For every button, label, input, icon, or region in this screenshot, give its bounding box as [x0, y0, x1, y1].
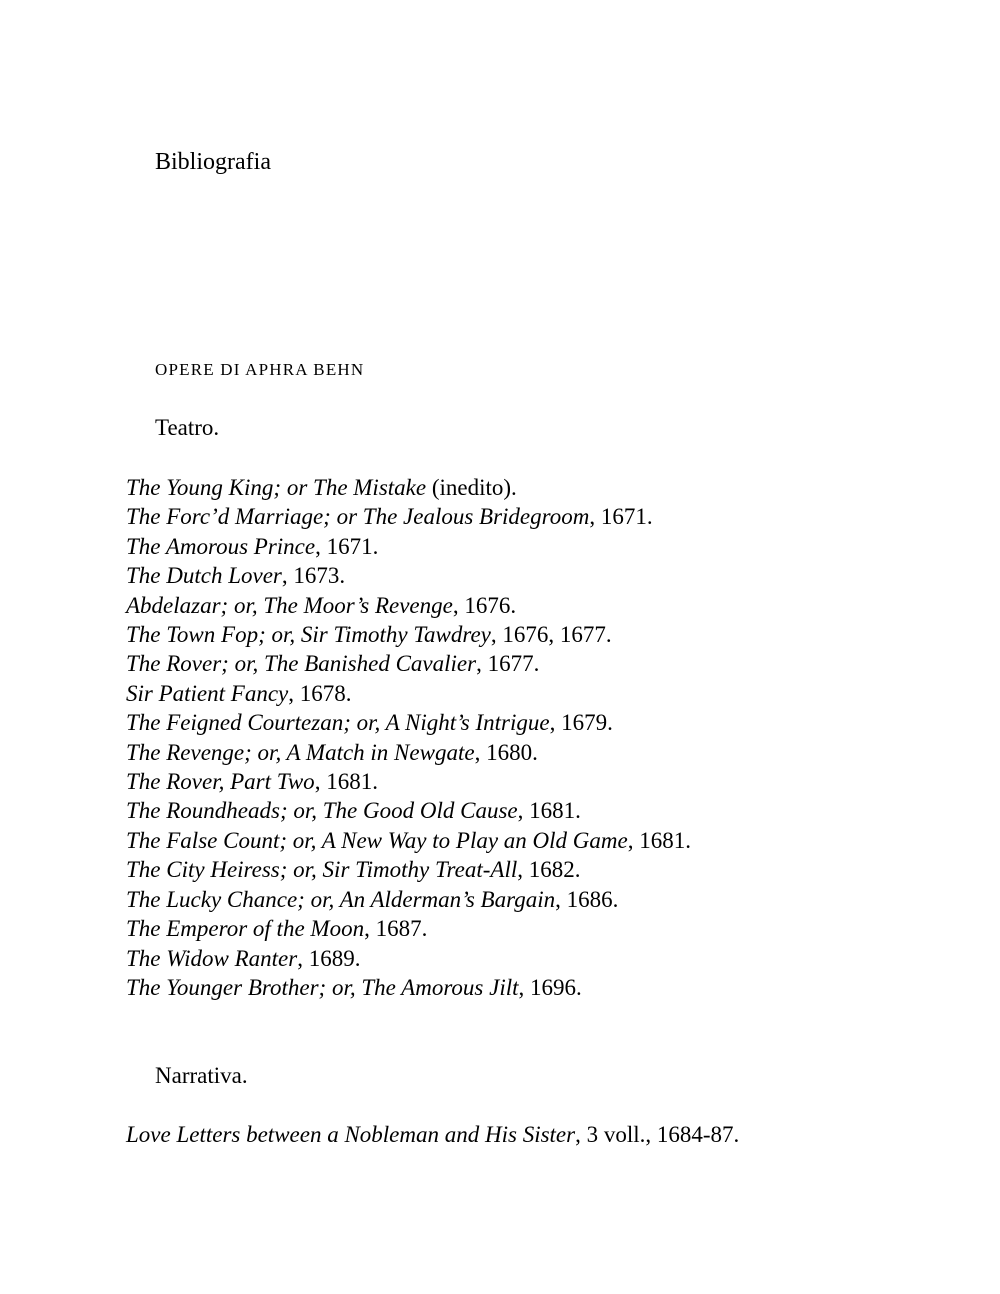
entry-detail: , 1677.	[476, 651, 540, 677]
entry-detail: , 1671.	[315, 533, 379, 559]
chapter-title: Bibliografia	[155, 149, 271, 175]
entry-title: Abdelazar; or, The Moor’s Revenge	[126, 592, 453, 618]
entry-title: The Rover, Part Two	[126, 769, 315, 795]
bibliography-entry	[126, 738, 691, 767]
entry-title: The Younger Brother; or, The Amorous Jilt	[126, 974, 519, 1000]
entry-title: The Rover; or, The Banished Cavalier	[126, 651, 477, 677]
entry-title: Sir Patient Fancy	[126, 680, 289, 706]
teatro-entry-list	[126, 473, 691, 1002]
subheading-narrativa: Narrativa.	[155, 1063, 248, 1088]
bibliography-entry	[126, 796, 691, 825]
bibliography-entry	[126, 649, 691, 678]
entry-detail: , 1680.	[474, 739, 538, 765]
entry-title: The Dutch Lover	[126, 563, 282, 589]
entry-detail: , 1678.	[288, 680, 352, 706]
entry-detail: , 1681.	[627, 827, 691, 853]
entry-detail: , 1673.	[281, 563, 346, 589]
entry-detail: , 1671.	[589, 504, 653, 530]
entry-title: The False Count; or, A New Way to Play an Old Game	[126, 827, 628, 853]
entry-title: The Young King; or The Mistake	[126, 475, 427, 500]
bibliography-entry	[126, 708, 691, 737]
entry-title: The Amorous Prince	[126, 533, 316, 559]
entry-title: The Town Fop; or, Sir Timothy Tawdrey	[126, 622, 491, 648]
bibliography-entry	[126, 473, 691, 502]
bibliography-entry	[126, 826, 691, 855]
entry-detail: , 1687.	[364, 916, 428, 942]
bibliography-entry	[126, 855, 691, 884]
entry-detail: , 3 voll., 1684-87.	[575, 1122, 740, 1147]
entry-detail: , 1686.	[555, 886, 619, 912]
entry-title: The Widow Ranter	[126, 945, 298, 971]
section-heading: OPERE DI APHRA BEHN	[155, 360, 365, 379]
entry-detail: , 1676.	[452, 592, 517, 618]
entry-title: The Emperor of the Moon	[126, 916, 365, 942]
bibliography-entry	[126, 973, 691, 1002]
entry-title: The Feigned Courtezan; or, A Night’s Intrigue	[126, 710, 550, 736]
bibliography-entry	[126, 914, 691, 943]
entry-detail: , 1681.	[314, 769, 378, 795]
bibliography-entry	[126, 679, 691, 708]
bibliography-entry	[126, 502, 691, 531]
bibliography-entry	[126, 1120, 739, 1149]
bibliography-entry	[126, 561, 691, 590]
bibliography-entry	[126, 591, 691, 620]
entry-title: The Forc’d Marriage; or The Jealous Bridegroom	[126, 504, 590, 530]
entry-detail: , 1696.	[518, 974, 582, 1000]
entry-detail: , 1676, 1677.	[490, 622, 612, 648]
bibliography-entry	[126, 620, 691, 649]
narrativa-entry-list	[126, 1120, 739, 1149]
subheading-teatro: Teatro.	[155, 415, 220, 440]
entry-detail: , 1689.	[297, 945, 361, 971]
bibliography-entry	[126, 532, 691, 561]
entry-detail: (inedito).	[426, 475, 517, 500]
entry-title: Love Letters between a Nobleman and His Sister	[126, 1122, 576, 1147]
entry-title: The Revenge; or, A Match in Newgate	[126, 739, 475, 765]
entry-detail: , 1681.	[517, 798, 581, 824]
entry-title: The Roundheads; or, The Good Old Cause	[126, 798, 518, 824]
bibliography-entry	[126, 944, 691, 973]
entry-detail: , 1679.	[549, 710, 613, 736]
entry-title: The Lucky Chance; or, An Alderman’s Bargain	[126, 886, 556, 912]
bibliography-entry	[126, 885, 691, 914]
bibliography-entry	[126, 767, 691, 796]
entry-title: The City Heiress; or, Sir Timothy Treat-All	[126, 857, 518, 883]
entry-detail: , 1682.	[517, 857, 581, 883]
